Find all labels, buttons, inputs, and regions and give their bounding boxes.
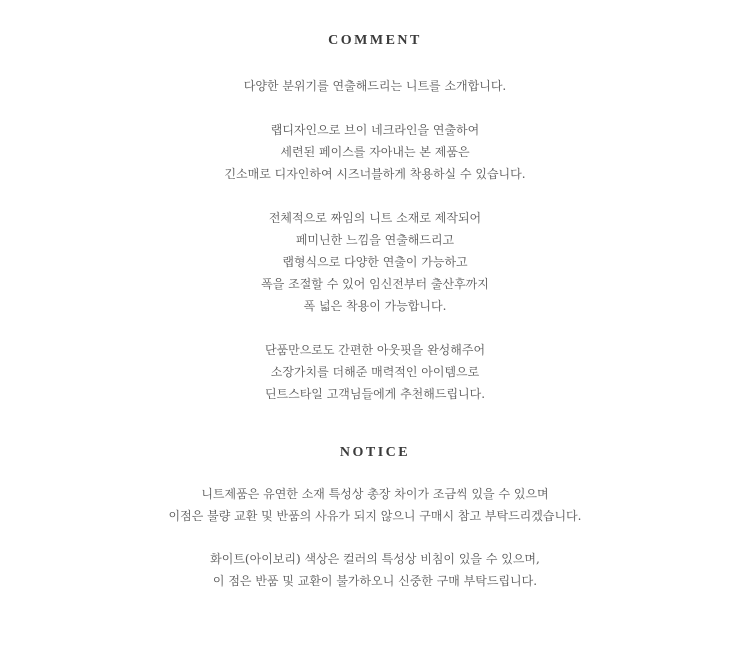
comment-line: 폭 넓은 착용이 가능합니다. [303, 299, 447, 313]
comment-heading: COMMENT [328, 33, 422, 48]
comment-line: 전체적으로 짜임의 니트 소재로 제작되어 [268, 211, 482, 225]
notice-line: 이 점은 반품 및 교환이 불가하오니 신중한 구매 부탁드립니다. [212, 574, 538, 588]
comment-line: 페미닌한 느낌을 연출해드리고 [295, 233, 455, 247]
comment-line: 랩디자인으로 브이 네크라인을 연출하여 [270, 123, 480, 137]
comment-line: 다양한 분위기를 연출해드리는 니트를 소개합니다. [243, 79, 507, 93]
comment-line: 세련된 페이스를 자아내는 본 제품은 [280, 145, 470, 159]
comment-line: 단품만으로도 간편한 아웃핏을 완성해주어 [264, 343, 486, 357]
notice-line: 이점은 불량 교환 및 반품의 사유가 되지 않으니 구매시 참고 부탁드리겠습니다. [168, 509, 582, 523]
comment-line: 랩형식으로 다양한 연출이 가능하고 [282, 255, 468, 269]
notice-heading: NOTICE [339, 445, 411, 460]
comment-line: 폭을 조절할 수 있어 임신전부터 출산후까지 [261, 277, 489, 291]
comment-line: 소장가치를 더해준 매력적인 아이템으로 [270, 365, 480, 379]
comment-line: 긴소매로 디자인하여 시즈너블하게 착용하실 수 있습니다. [224, 167, 526, 181]
notice-line: 화이트(아이보리) 색상은 컬러의 특성상 비침이 있을 수 있으며, [210, 552, 540, 566]
comment-line: 딘트스타일 고객님들에게 추천해드립니다. [264, 387, 486, 401]
notice-line: 니트제품은 유연한 소재 특성상 총장 차이가 조금씩 있을 수 있으며 [201, 487, 549, 501]
